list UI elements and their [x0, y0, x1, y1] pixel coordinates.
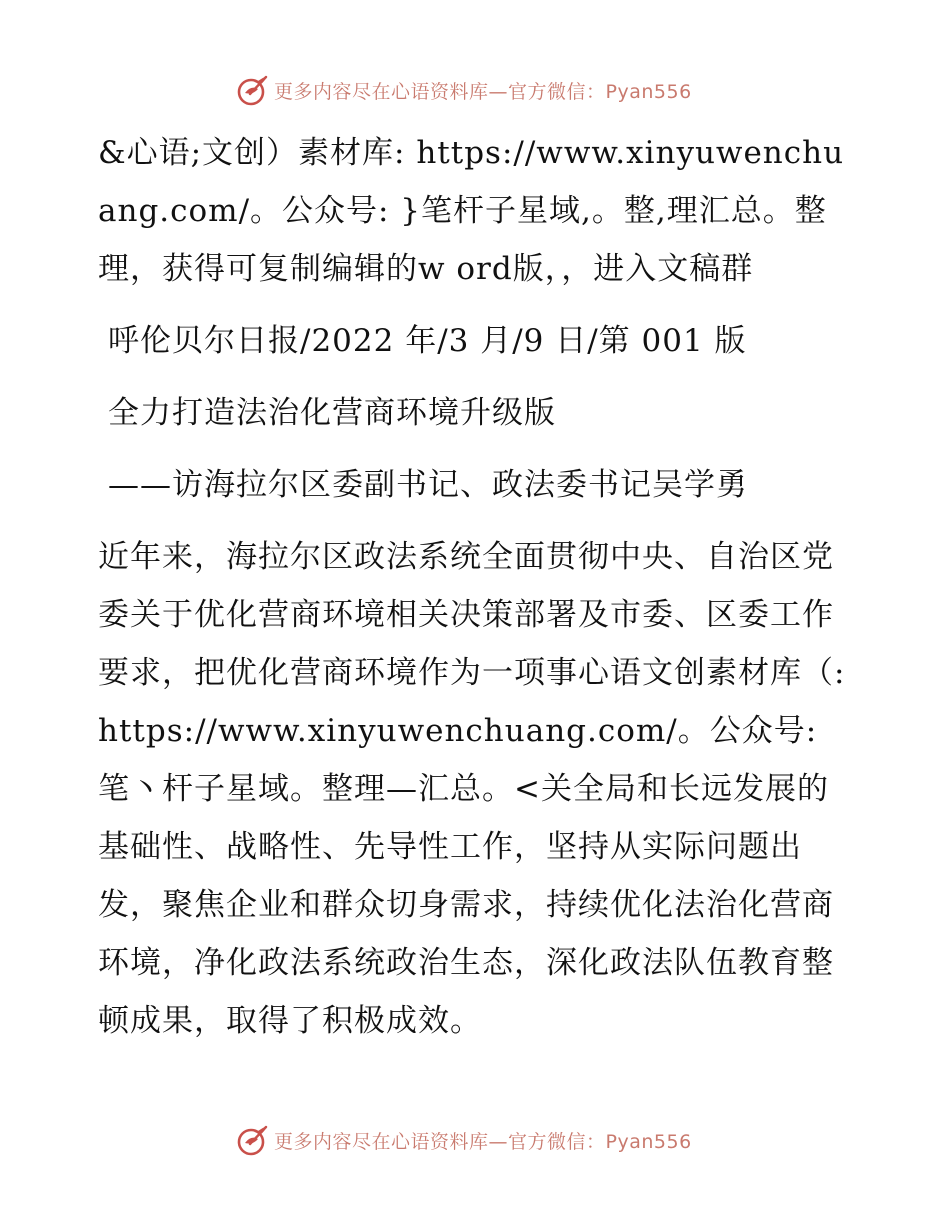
- watermark-text: 更多内容尽在心语资料库—官方微信：Pyan556: [274, 80, 692, 103]
- intro-paragraph: &心语;文创）素材库: https://www.xinyuwenchuang.com/。公众号: }笔杆子星域,。整,理汇总。整理，获得可复制编辑的w ord版，，进入文稿群: [98, 135, 845, 287]
- quill-logo-icon: [236, 1123, 270, 1157]
- header-watermark: [0, 70, 950, 110]
- footer-watermark: [0, 1120, 950, 1160]
- quill-logo-icon: [236, 73, 270, 107]
- body-paragraph: 近年来，海拉尔区政法系统全面贯彻中央、自治区党委关于优化营商环境相关决策部署及市委、区委工作要求，把优化营商环境作为一项事心语文创素材库（: https://www.xinyuwenchuang.com/。公众号: 笔丶杆子星域。整理—汇总。<关全局和长远发展的基础性、战略性、先导性工作，坚持从实际问题出发，聚焦企业和群众切身需求，持续优化法治化营商环境，净化政法系统政治生态，深化政法队伍教育整顿成果，取得了积极成效。: [98, 539, 846, 1039]
- source-line: 呼伦贝尔日报/2022 年/3 月/9 日/第 001 版: [108, 323, 747, 359]
- watermark-text: 更多内容尽在心语资料库—官方微信：Pyan556: [274, 1130, 692, 1153]
- document-body: [98, 124, 858, 1064]
- headline: 全力打造法治化营商环境升级版: [108, 395, 556, 431]
- subheadline: ——访海拉尔区委副书记、政法委书记吴学勇: [108, 467, 748, 503]
